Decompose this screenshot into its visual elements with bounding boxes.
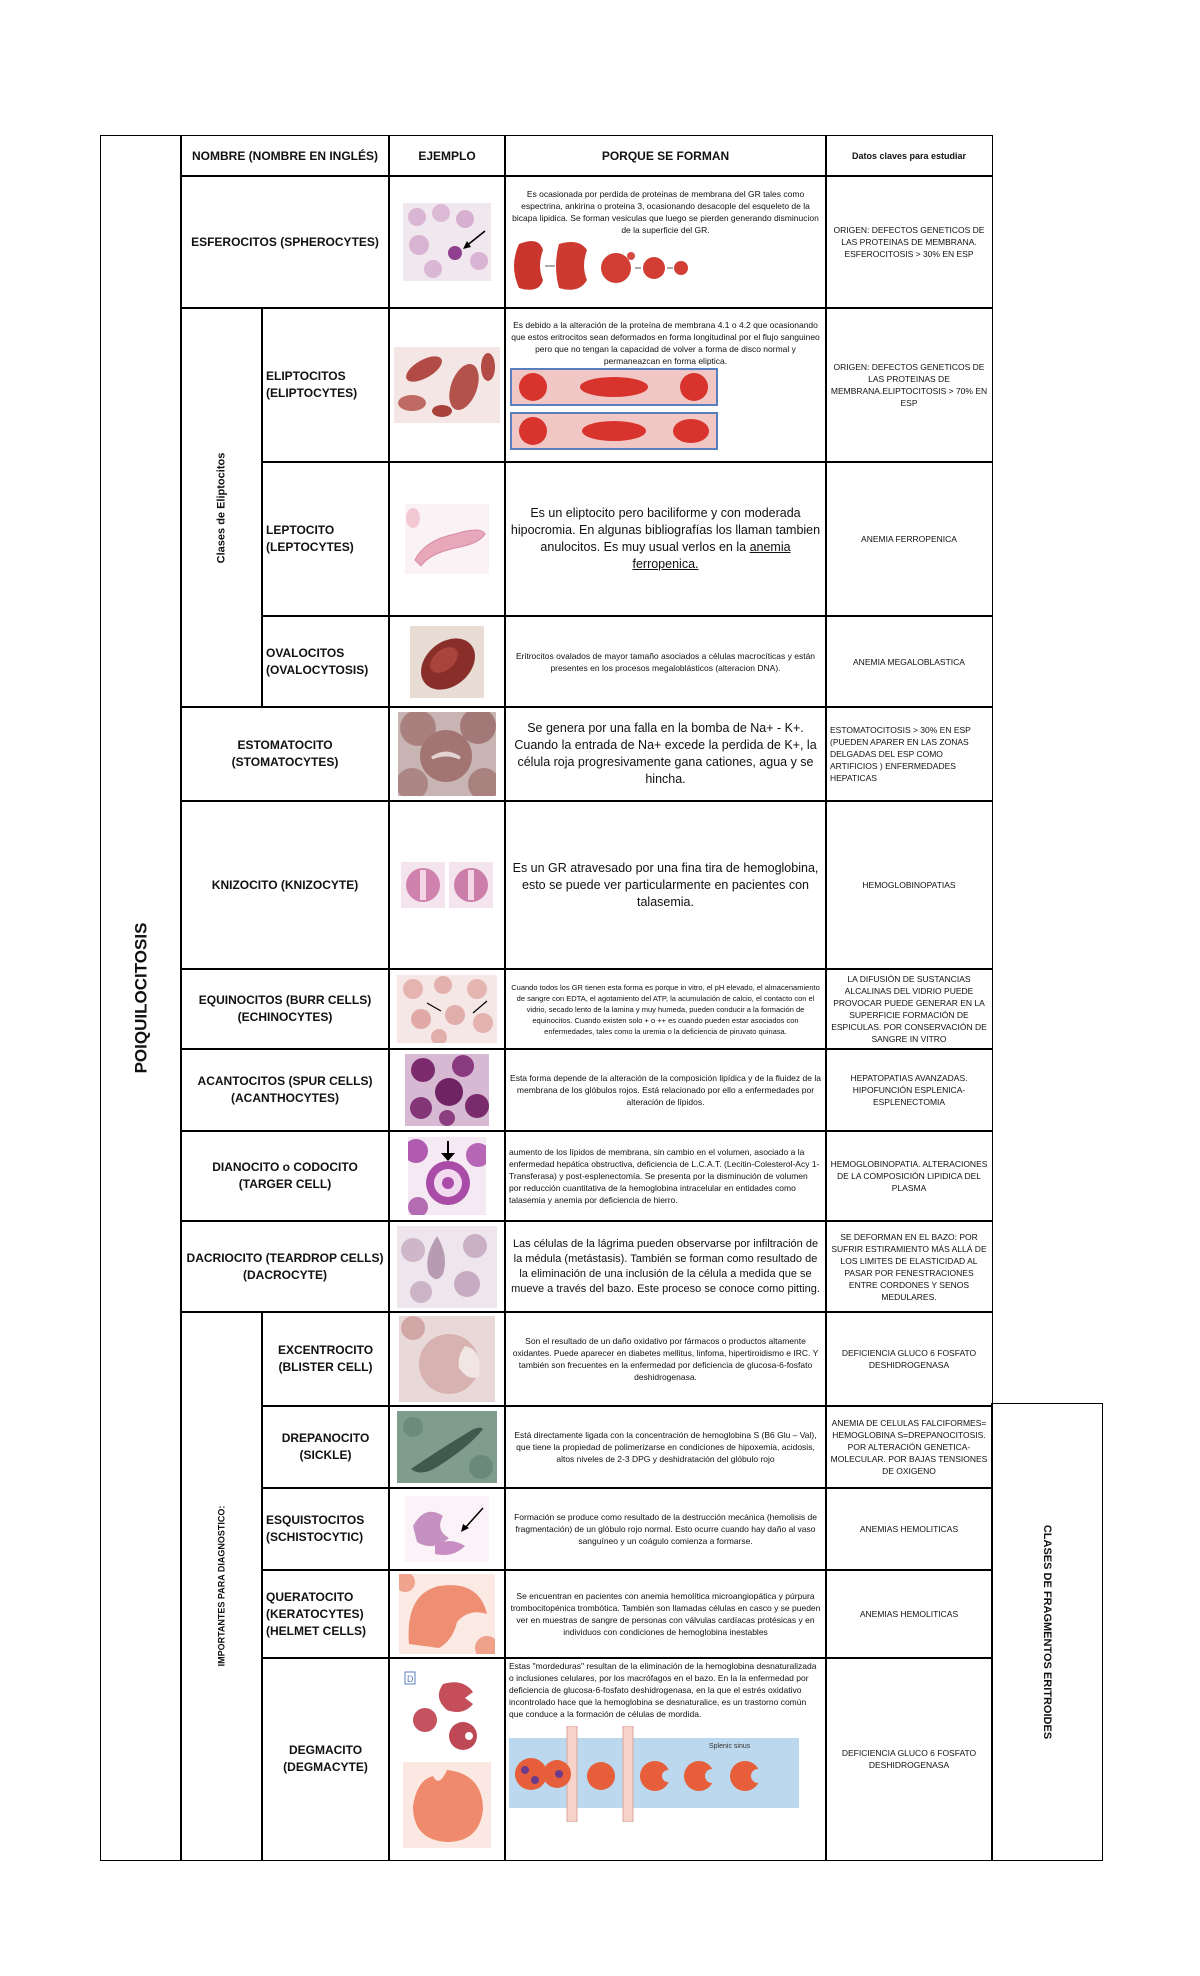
knizocyte-image [401,862,493,908]
row-why-text: Estas "mordeduras" resultan de la eliminación de la hemoglobina desnaturalizada o inclusiones celulares, por los macrófagos en el bazo. En la la enfermedad por deficiencia de glucosa-6-fosfato deshidrogenasa, en la que el estrés oxidativo incontrolado hace que la hemoglobina se desnaturalice, es un trastorno común que conduce a la formación de células de mordida. [509,1661,817,1719]
row-example [388,968,506,1050]
row-example [388,1405,506,1489]
row-name: DEGMACITO (DEGMACYTE) [261,1657,390,1861]
row-example [388,461,506,617]
degmacyte-image-top [403,1670,491,1762]
row-key: HEMOGLOBINOPATIAS [825,800,993,970]
row-key: ORIGEN: DEFECTOS GENETICOS DE LAS PROTEINAS DE MEMBRANA. ESFEROCITOSIS > 30% EN ESP [825,175,993,309]
row-name: ELIPTOCITOS (ELIPTOCYTES) [261,307,390,463]
keratocyte-image [399,1574,495,1654]
eliptocyte-flow-diagram [509,367,719,451]
row-key: ANEMIA DE CELULAS FALCIFORMES= HEMOGLOBINA S=DREPANOCITOSIS. POR ALTERACIÓN GENETICA-MOLECULAR. POR BAJAS TENSIONES DE OXIGENO [825,1405,993,1489]
degmacyte-image-bottom [403,1762,491,1848]
group-fragmentos [991,1403,1103,1861]
row-why: Está directamente ligada con la concentración de hemoglobina S (B6 Glu – Val), que tiene la propiedad de polimerizarse en condiciones de hipoxemia, acidosis, altos niveles de 2-3 DPG y deshidratación del glóbulo rojo [504,1405,827,1489]
dacrocyte-image [397,1226,497,1308]
header-name: NOMBRE (NOMBRE EN INGLÉS) [180,135,390,177]
acanthocyte-image [405,1054,489,1126]
row-name: DACRIOCITO (TEARDROP CELLS) (DACROCYTE) [180,1220,390,1313]
row-name: ESQUISTOCITOS (SCHISTOCYTIC) [261,1487,390,1571]
row-example [388,1220,506,1313]
row-why: Se genera por una falla en la bomba de Na+ - K+. Cuando la entrada de Na+ excede la perdida de K+, la célula roja progresivamente gana cationes, agua y se hincha. [504,706,827,802]
side-title: POIQUILOCITOSIS [131,922,151,1074]
row-name: ACANTOCITOS (SPUR CELLS) (ACANTHOCYTES) [180,1048,390,1132]
row-key: SE DEFORMAN EN EL BAZO: POR SUFRIR ESTIRAMIENTO MÁS ALLÁ DE LOS LIMITES DE ELASTICIDAD AL PASAR POR FENESTRACIONES ENTRE CORDONES Y SENOS MEDULARES. [825,1220,993,1313]
row-key: ANEMIA MEGALOBLASTICA [825,615,993,708]
row-why [504,461,827,617]
row-key: HEMOGLOBINOPATIA. ALTERACIONES DE LA COMPOSICIÓN LIPIDICA DEL PLASMA [825,1130,993,1222]
figure-d-label: D [407,1674,414,1684]
group-eliptocitos [180,307,263,708]
row-why: Son el resultado de un daño oxidativo por fármacos o productos altamente oxidantes. Puede aparecer en diabetes mellitus, linfoma, hipertiroidismo e IRC. Y también son frecuentes en la enfermedad por deficiencia de glucosa-6-fosfato deshidrogenasa. [504,1311,827,1407]
row-example [388,1569,506,1659]
splenic-sinus-label: Splenic sinus [709,1743,751,1750]
row-name: QUERATOCITO (KERATOCYTES) (HELMET CELLS) [261,1569,390,1659]
row-example [388,1048,506,1132]
row-example [388,1311,506,1407]
row-name: DIANOCITO o CODOCITO (TARGER CELL) [180,1130,390,1222]
row-key: HEPATOPATIAS AVANZADAS. HIPOFUNCIÓN ESPLENICA-ESPLENECTOMIA [825,1048,993,1132]
row-why-link: anemia ferropenica. [632,540,791,571]
group-importantes-label: IMPORTANTES PARA DIAGNOSTICO: [216,1505,227,1667]
row-name: OVALOCITOS (OVALOCYTOSIS) [261,615,390,708]
spherocyte-image [403,203,491,281]
target-cell-image [408,1137,486,1215]
row-name: KNIZOCITO (KNIZOCYTE) [180,800,390,970]
row-why: Cuando todos los GR tienen esta forma es porque in vitro, el pH elevado, el almacenamiento de sangre con EDTA, el agotamiento del ATP, la acumulación de calcio, el contacto con el vidrio, secado lento de la lamina y muy humeda, pueden conducir a la formación de equinocitos. Cuando existen solo + o ++ es cuando pueden estar asociados con enfermedades, tales como la uremia o la deficiencia de piruvato quinasa. [504,968,827,1050]
group-importantes [180,1311,263,1861]
row-key: DEFICIENCIA GLUCO 6 FOSFATO DESHIDROGENASA [825,1657,993,1861]
splenic-sinus-diagram [509,1726,799,1822]
row-name: ESTOMATOCITO (STOMATOCYTES) [180,706,390,802]
row-name: DREPANOCITO (SICKLE) [261,1405,390,1489]
row-why [504,175,827,309]
row-example [388,307,506,463]
blister-cell-image [399,1316,495,1402]
row-key: LA DIFUSIÓN DE SUSTANCIAS ALCALINAS DEL VIDRIO PUEDE PROVOCAR PUEDE GENERAR EN LA SUPERFICIE FORMACIÓN DE ESPICULAS. POR CONSERVACIÓN DE SANGRE IN VITRO [825,968,993,1050]
row-why-text: Es ocasionada por perdida de proteinas de membrana del GR tales como espectrina, ankirina o proteina 3, ocasionando desacople del esqueleto de la bicapa lipidica. Se forman vesiculas que luego se pierden generando disminucion de la superficie del GR. [512,189,819,235]
row-why: Formación se produce como resultado de la destrucción mecánica (hemolisis de fragmentación) de un glóbulo rojo normal. Esto ocurre cuando hay daño al vaso sanguíneo y un coágulo comienza a formarse. [504,1487,827,1571]
side-title-cell [100,135,182,1861]
header-example: EJEMPLO [388,135,506,177]
row-example [388,706,506,802]
row-name: LEPTOCITO (LEPTOCYTES) [261,461,390,617]
group-eliptocitos-label: Clases de Eliptocitos [215,452,228,563]
row-key: ESTOMATOCITOSIS > 30% EN ESP (PUEDEN APARER EN LAS ZONAS DELGADAS DEL ESP COMO ARTIFICIOS ) ENFERMEDADES HEPATICAS [825,706,993,802]
row-name: EXCENTROCITO (BLISTER CELL) [261,1311,390,1407]
row-example [388,1130,506,1222]
row-example [388,175,506,309]
eliptocyte-image [394,347,500,423]
row-name: EQUINOCITOS (BURR CELLS)(ECHINOCYTES) [180,968,390,1050]
row-example [388,615,506,708]
row-key: ORIGEN: DEFECTOS GENETICOS DE LAS PROTEINAS DE MEMBRANA.ELIPTOCITOSIS > 70% EN ESP [825,307,993,463]
row-why: Esta forma depende de la alteración de la composición lipídica y de la fluidez de la membrana de los glóbulos rojos. Está relacionado por ello a enfermedades por alteración de lípidos. [504,1048,827,1132]
row-example [388,800,506,970]
row-why: Es un GR atravesado por una fina tira de hemoglobina, esto se puede ver particularmente en pacientes con talasemia. [504,800,827,970]
header-why: PORQUE SE FORMAN [504,135,827,177]
row-key: DEFICIENCIA GLUCO 6 FOSFATO DESHIDROGENASA [825,1311,993,1407]
row-example [388,1657,506,1861]
ovalocyte-image [410,626,484,698]
row-key: ANEMIA FERROPENICA [825,461,993,617]
row-name: ESFEROCITOS (SPHEROCYTES) [180,175,390,309]
row-why: aumento de los lípidos de membrana, sin cambio en el volumen, asociado a la enfermedad hepática obstructiva, deficiencia de L.C.A.T. (Lecitin-Colesterol-Acy 1-Transferasa) y post-esplenectomía. Se presenta por la disminución de volumen por reducción cuantitativa de la hemoglobina intracelular en entidades como talasemia y anemia por deficiencia de hierro. [504,1130,827,1222]
row-why-text: Es debido a la alteración de la proteína de membrana 4.1 o 4.2 que ocasionando que estos eritrocitos sean deformados en forma longitudinal por el flujo sanguineo pero que no tengan la capacidad de volver a forma de disco normal y permaneazcan en forma eliptica. [511,320,820,366]
row-key: ANEMIAS HEMOLITICAS [825,1487,993,1571]
row-why [504,307,827,463]
echinocyte-image [397,975,497,1043]
leptocyte-image [405,504,489,574]
row-why: Se encuentran en pacientes con anemia hemolítica microangiopática y púrpura trombocitopénica trombótica. También son llamadas células en casco y se pueden ver en muestras de sangre de personas con válvulas cardíacas protésicas y en individuos con condiciones de hemoglobina inestables [504,1569,827,1659]
row-why: Las células de la lágrima pueden observarse por infiltración de la médula (metástasis). También se forman como resultado de la eliminación de una inclusión de la célula a medida que se mueve a través del bazo. Este proceso se conoce como pitting. [504,1220,827,1313]
group-fragmentos-label: CLASES DE FRAGMENTOS ERITROIDES [1041,1524,1054,1740]
stomatocyte-image [398,712,496,796]
sickle-cell-image [397,1411,497,1483]
row-why-text: Es un eliptocito pero baciliforme y con moderada hipocromia. En algunas bibliografías los llaman tambien anulocitos. Es muy usual verlos en la [510,506,821,554]
row-key: ANEMIAS HEMOLITICAS [825,1569,993,1659]
spherocyte-process-diagram [509,236,709,296]
row-why: Eritrocitos ovalados de mayor tamaño asociados a células macrocíticas y están presentes en los procesos megaloblásticos (alteracion DNA). [504,615,827,708]
header-keys: Datos claves para estudiar [825,135,993,177]
row-why [504,1657,827,1861]
row-example [388,1487,506,1571]
schistocyte-image [405,1496,489,1562]
